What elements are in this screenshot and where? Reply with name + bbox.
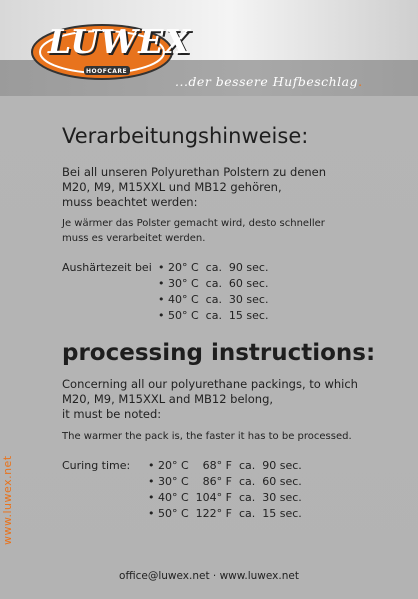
- footer-contact: office@luwex.net · www.luwex.net: [119, 570, 299, 582]
- german-note-2: muss es verarbeitet werden.: [62, 233, 206, 244]
- german-title: Verarbeitungshinweise:: [62, 124, 309, 148]
- english-note: The warmer the pack is, the faster it has to be processed.: [62, 431, 352, 442]
- logo-hoofcare: HOOFCARE: [86, 68, 128, 75]
- english-title: processing instructions:: [62, 340, 376, 366]
- side-url: www.luwex.net: [1, 455, 14, 545]
- english-curing-row: • 50° C 122° F ca. 15 sec.: [148, 507, 302, 520]
- english-curing-row: • 40° C 104° F ca. 30 sec.: [148, 491, 302, 504]
- german-intro-3: muss beachtet werden:: [62, 195, 198, 209]
- tagline-dot: .: [358, 74, 363, 89]
- english-intro-3: it must be noted:: [62, 407, 162, 421]
- german-curing-row: • 50° C ca. 15 sec.: [158, 309, 269, 322]
- logo-wordmark: LUWEX: [48, 22, 191, 61]
- german-intro-2: M20, M9, M15XXL und MB12 gehören,: [62, 180, 282, 194]
- german-curing-row: • 40° C ca. 30 sec.: [158, 293, 269, 306]
- german-curing-row: • 30° C ca. 60 sec.: [158, 277, 269, 290]
- german-curing-row: • 20° C ca. 90 sec.: [158, 261, 269, 274]
- english-intro-2: M20, M9, M15XXL and MB12 belong,: [62, 392, 274, 406]
- german-note-1: Je wärmer das Polster gemacht wird, desto schneller: [62, 218, 325, 229]
- english-curing-label: Curing time:: [62, 459, 131, 472]
- german-intro-1: Bei all unseren Polyurethan Polstern zu denen: [62, 165, 327, 179]
- tagline-text: ...der bessere Hufbeschlag: [175, 74, 359, 89]
- english-curing-row: • 20° C 68° F ca. 90 sec.: [148, 459, 302, 472]
- english-curing-row: • 30° C 86° F ca. 60 sec.: [148, 475, 302, 488]
- english-intro-1: Concerning all our polyurethane packings, to which: [62, 377, 358, 391]
- tagline: [175, 74, 363, 89]
- german-curing-label: Aushärtezeit bei: [62, 261, 152, 274]
